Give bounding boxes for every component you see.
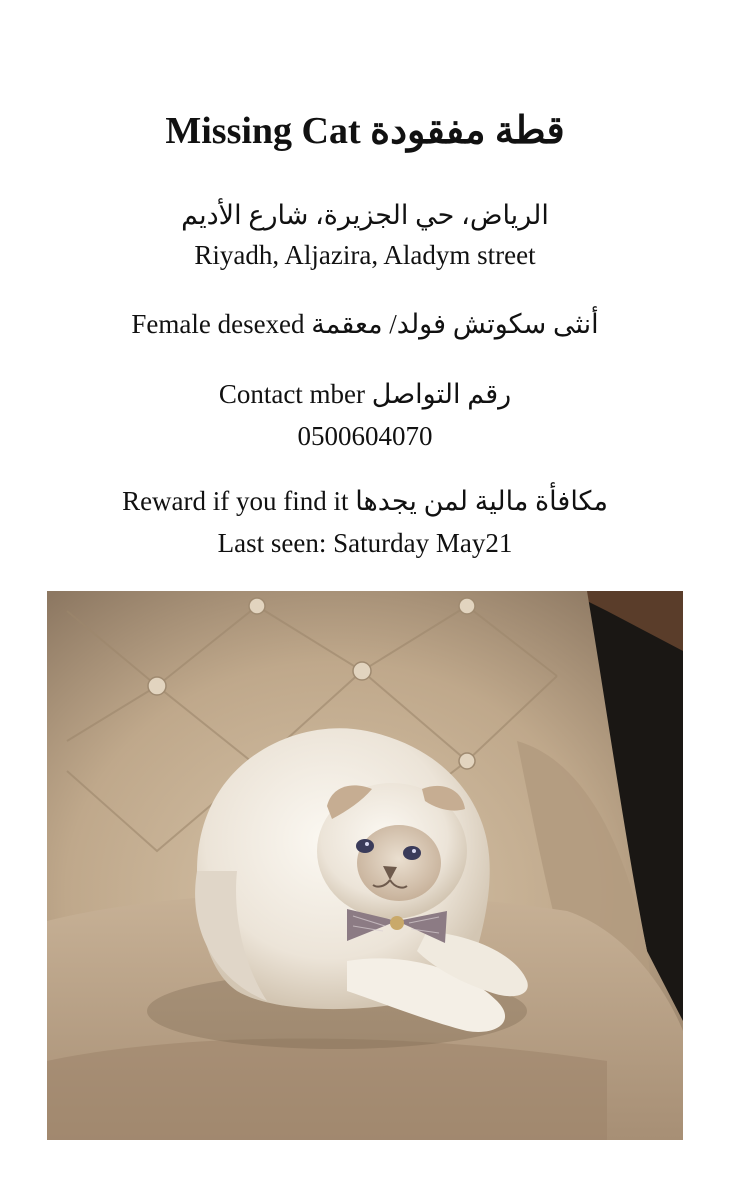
last-seen-date: Last seen: Saturday May21 — [217, 528, 513, 558]
poster-title: Missing Cat قطة مفقودة — [165, 110, 565, 152]
address-english: Riyadh, Aljazira, Aladym street — [194, 240, 536, 270]
phone-number: 0500604070 — [297, 421, 433, 451]
cat-photo-illustration — [47, 591, 683, 1140]
cat-photo — [47, 591, 683, 1140]
cat-description: أنثى سكوتش فولد/ معقمة Female desexed — [131, 309, 599, 339]
address-arabic: الرياض، حي الجزيرة، شارع الأديم — [181, 200, 549, 230]
contact-label: Contact mber رقم التواصل — [218, 379, 512, 409]
reward-note: Reward if you find it مكافأة مالية لمن يجدها — [122, 486, 608, 516]
